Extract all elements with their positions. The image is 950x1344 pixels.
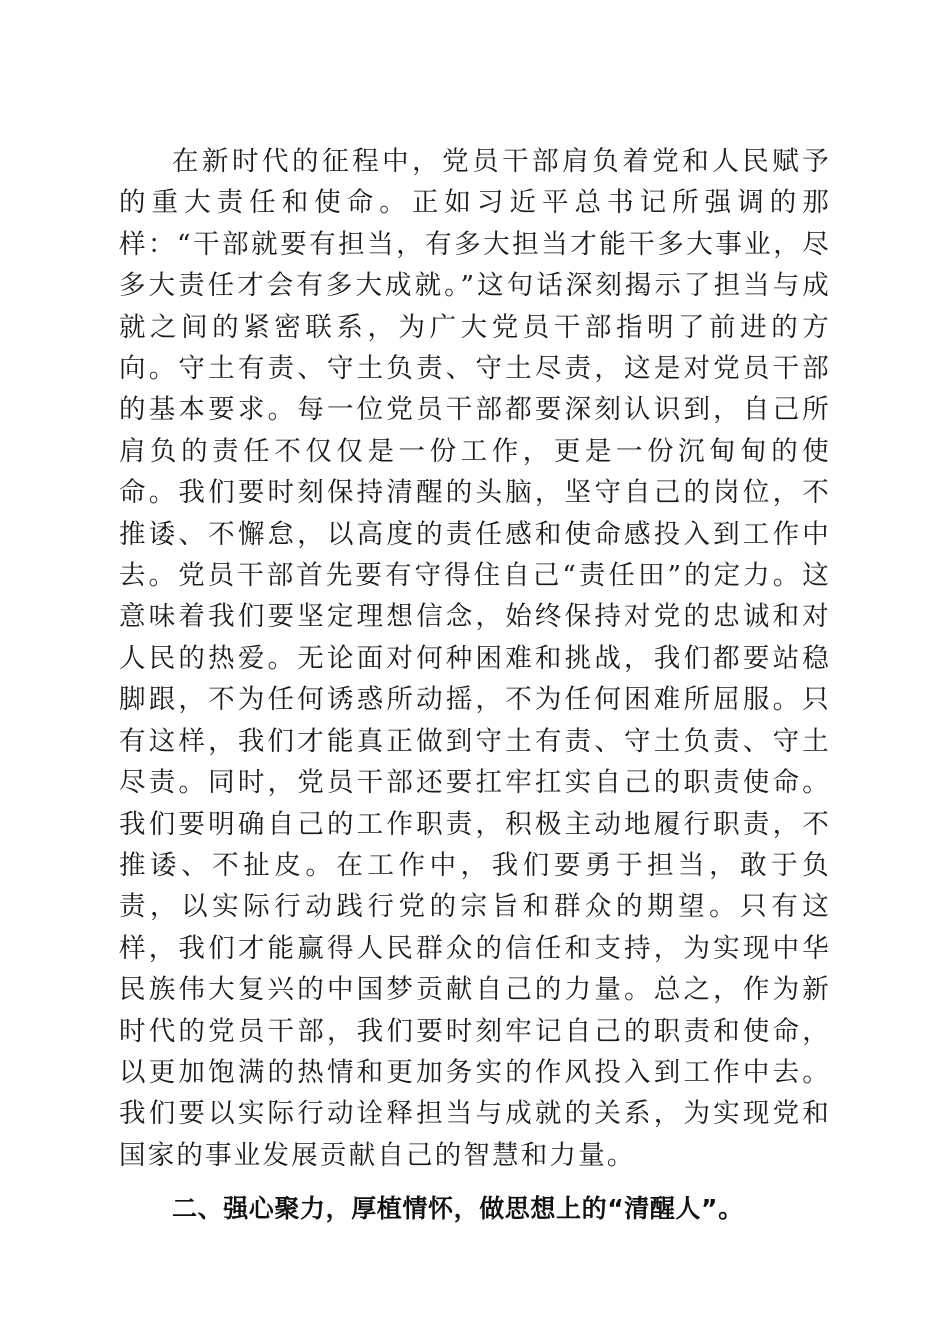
section-heading: 二、强心聚力，厚植情怀，做思想上的“清醒人”。 (172, 1194, 744, 1224)
document-page (119, 141, 831, 1229)
body-paragraph: 在新时代的征程中，党员干部肩负着党和人民赋予的重大责任和使命。正如习近平总书记所强调的那样：“干部就要有担当，有多大担当才能干多大事业，尽多大责任才会有多大成就。”这句话深刻揭示了担当与成就之间的紧密联系，为广大党员干部指明了前进的方向。守土有责、守土负责、守土尽责，这是对党员干部的基本要求。每一位党员干部都要深刻认识到，自己所肩负的责任不仅仅是一份工作，更是一份沉甸甸的使命。我们要时刻保持清醒的头脑，坚守自己的岗位，不推诿、不懈怠，以高度的责任感和使命感投入到工作中去。党员干部首先要有守得住自己“责任田”的定力。这意味着我们要坚定理想信念，始终保持对党的忠诚和对人民的热爱。无论面对何种困难和挑战，我们都要站稳脚跟，不为任何诱惑所动摇，不为任何困难所屈服。只有这样，我们才能真正做到守土有责、守土负责、守土尽责。同时，党员干部还要扛牢扛实自己的职责使命。我们要明确自己的工作职责，积极主动地履行职责，不推诿、不扯皮。在工作中，我们要勇于担当，敢于负责，以实际行动践行党的宗旨和群众的期望。只有这样，我们才能赢得人民群众的信任和支持，为实现中华民族伟大复兴的中国梦贡献自己的力量。总之，作为新时代的党员干部，我们要时刻牢记自己的职责和使命，以更加饱满的热情和更加务实的作风投入到工作中去。我们要以实际行动诠释担当与成就的关系，为实现党和国家的事业发展贡献自己的智慧和力量。 (119, 146, 831, 1171)
